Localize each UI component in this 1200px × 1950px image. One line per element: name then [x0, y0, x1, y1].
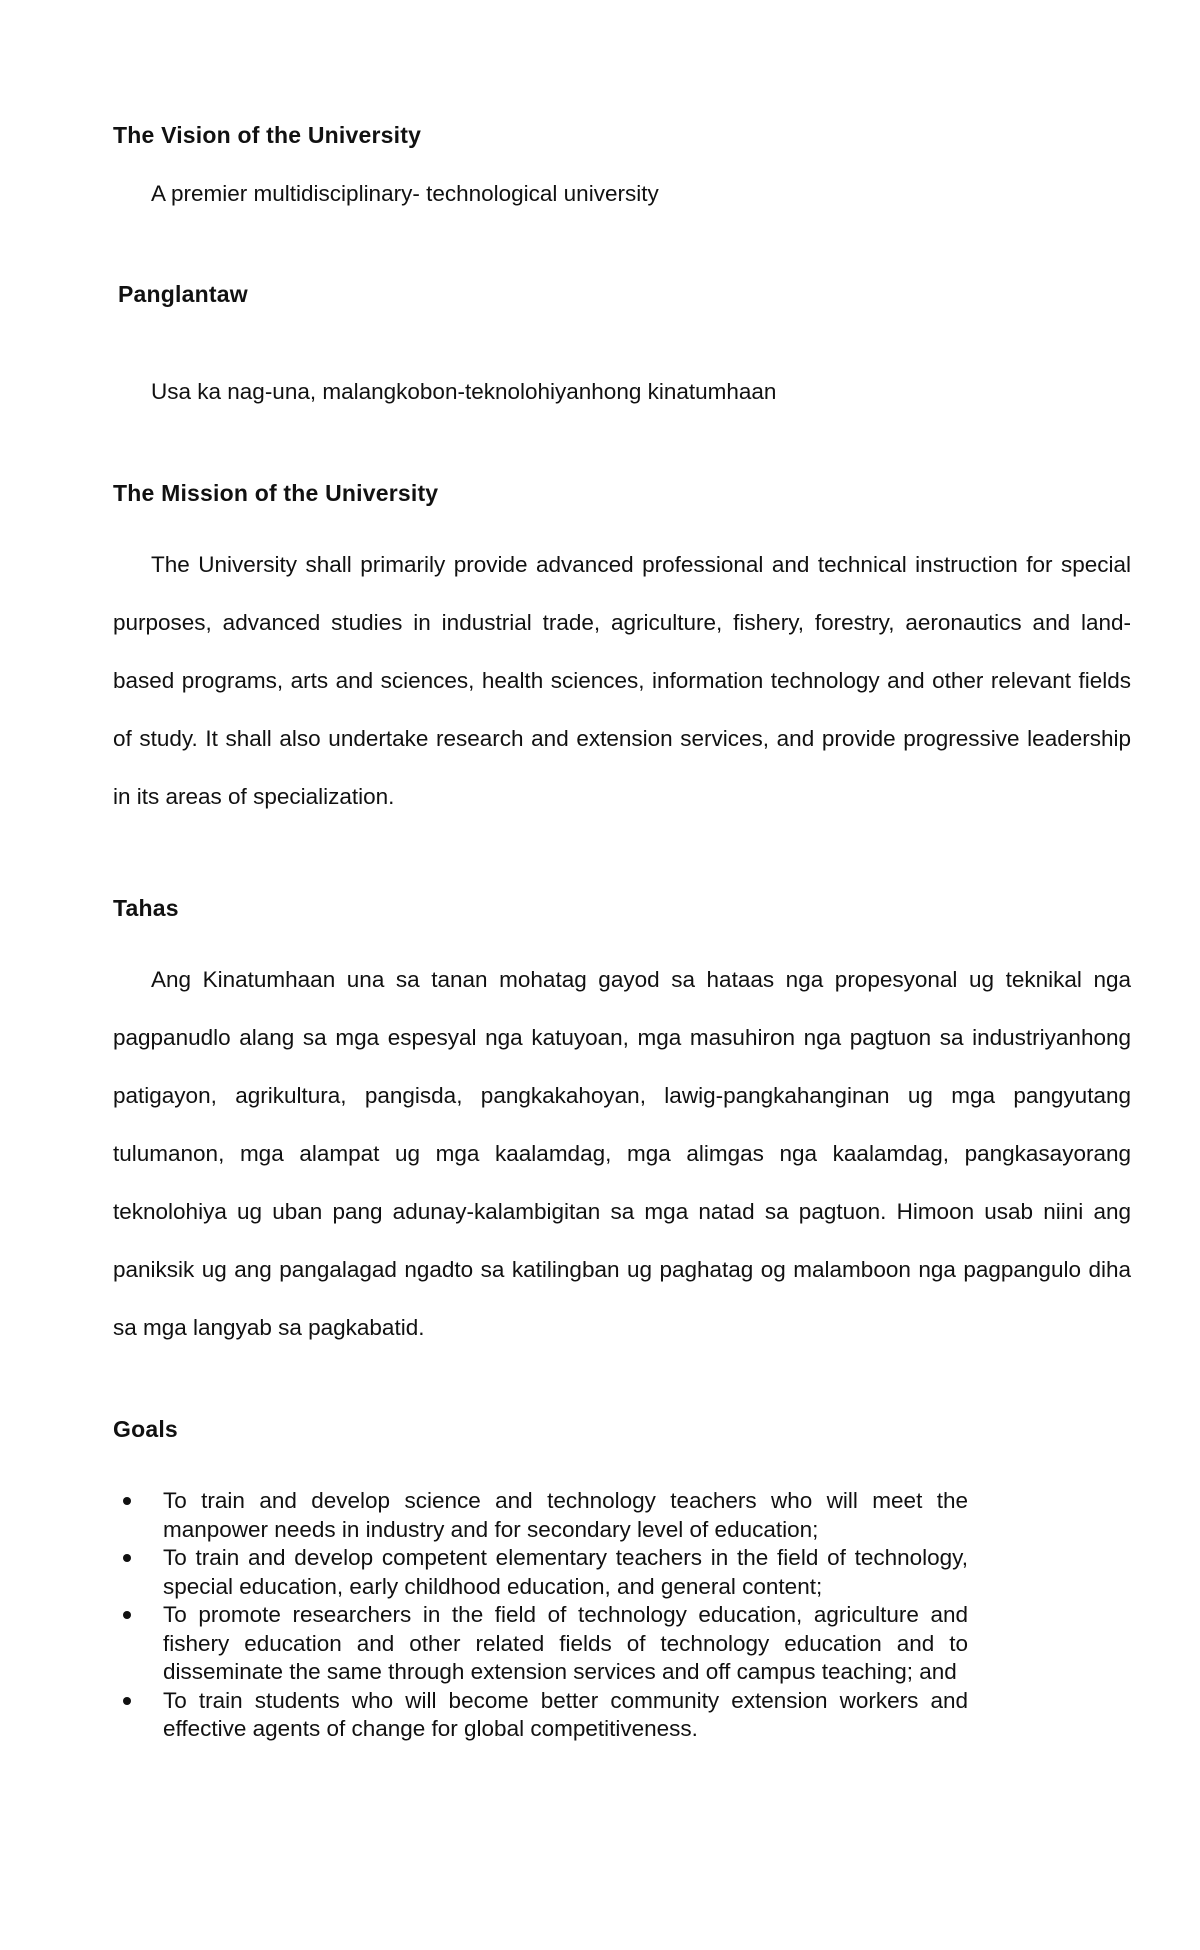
- goal-text: To train students who will become better community extension workers and effective agents of change for global competitiveness.: [163, 1687, 968, 1741]
- bullet-icon: [123, 1554, 131, 1562]
- goal-item: [113, 1487, 968, 1544]
- goal-item: [113, 1544, 968, 1601]
- goals-list: [113, 1487, 968, 1744]
- mission-heading: The Mission of the University: [113, 480, 439, 506]
- goal-item: [113, 1687, 968, 1744]
- tahas-paragraph: Ang Kinatumhaan una sa tanan mohatag gayod sa hataas nga propesyonal ug teknikal nga pagpanudlo alang sa mga espesyal nga katuyoan, mga masuhiron nga pagtuon sa industriyanhong patigayon, agrikultura, pangisda, pangkakahoyan, lawig-pangkahanginan ug mga pangyutang tulumanon, mga alampat ug mga kaalamdag, mga alimgas nga kaalamdag, pangkasayorang teknolohiya ug uban pang adunay-kalambigitan sa mga natad sa pagtuon. Himoon usab niini ang paniksik ug ang pangalagad ngadto sa katilingban ug paghatag og malamboon nga pagpangulo diha sa mga langyab sa pagkabatid.: [113, 967, 1131, 1340]
- goal-item: [113, 1601, 968, 1687]
- mission-paragraph: The University shall primarily provide advanced professional and technical instruction for special purposes, advanced studies in industrial trade, agriculture, fishery, forestry, aeronautics and land-based programs, arts and sciences, health sciences, information technology and other relevant fields of study. It shall also undertake research and extension services, and provide progressive leadership in its areas of specialization.: [113, 552, 1131, 809]
- vision-heading: The Vision of the University: [113, 122, 422, 148]
- goal-text: To train and develop science and technology teachers who will meet the manpower needs in industry and for secondary level of education;: [163, 1488, 968, 1542]
- panglantaw-heading: Panglantaw: [118, 281, 248, 307]
- goal-text: To promote researchers in the field of technology education, agriculture and fishery education and other related fields of technology education and to disseminate the same through extension services and off campus teaching; and: [163, 1602, 968, 1684]
- panglantaw-text: Usa ka nag-una, malangkobon-teknolohiyanhong kinatumhaan: [151, 379, 777, 404]
- tahas-heading: Tahas: [113, 895, 179, 921]
- vision-text: A premier multidisciplinary- technological university: [151, 181, 659, 206]
- goal-text: To train and develop competent elementary teachers in the field of technology, special education, early childhood education, and general content;: [163, 1545, 968, 1599]
- bullet-icon: [123, 1611, 131, 1619]
- goals-heading: Goals: [113, 1416, 178, 1442]
- bullet-icon: [123, 1497, 131, 1505]
- bullet-icon: [123, 1697, 131, 1705]
